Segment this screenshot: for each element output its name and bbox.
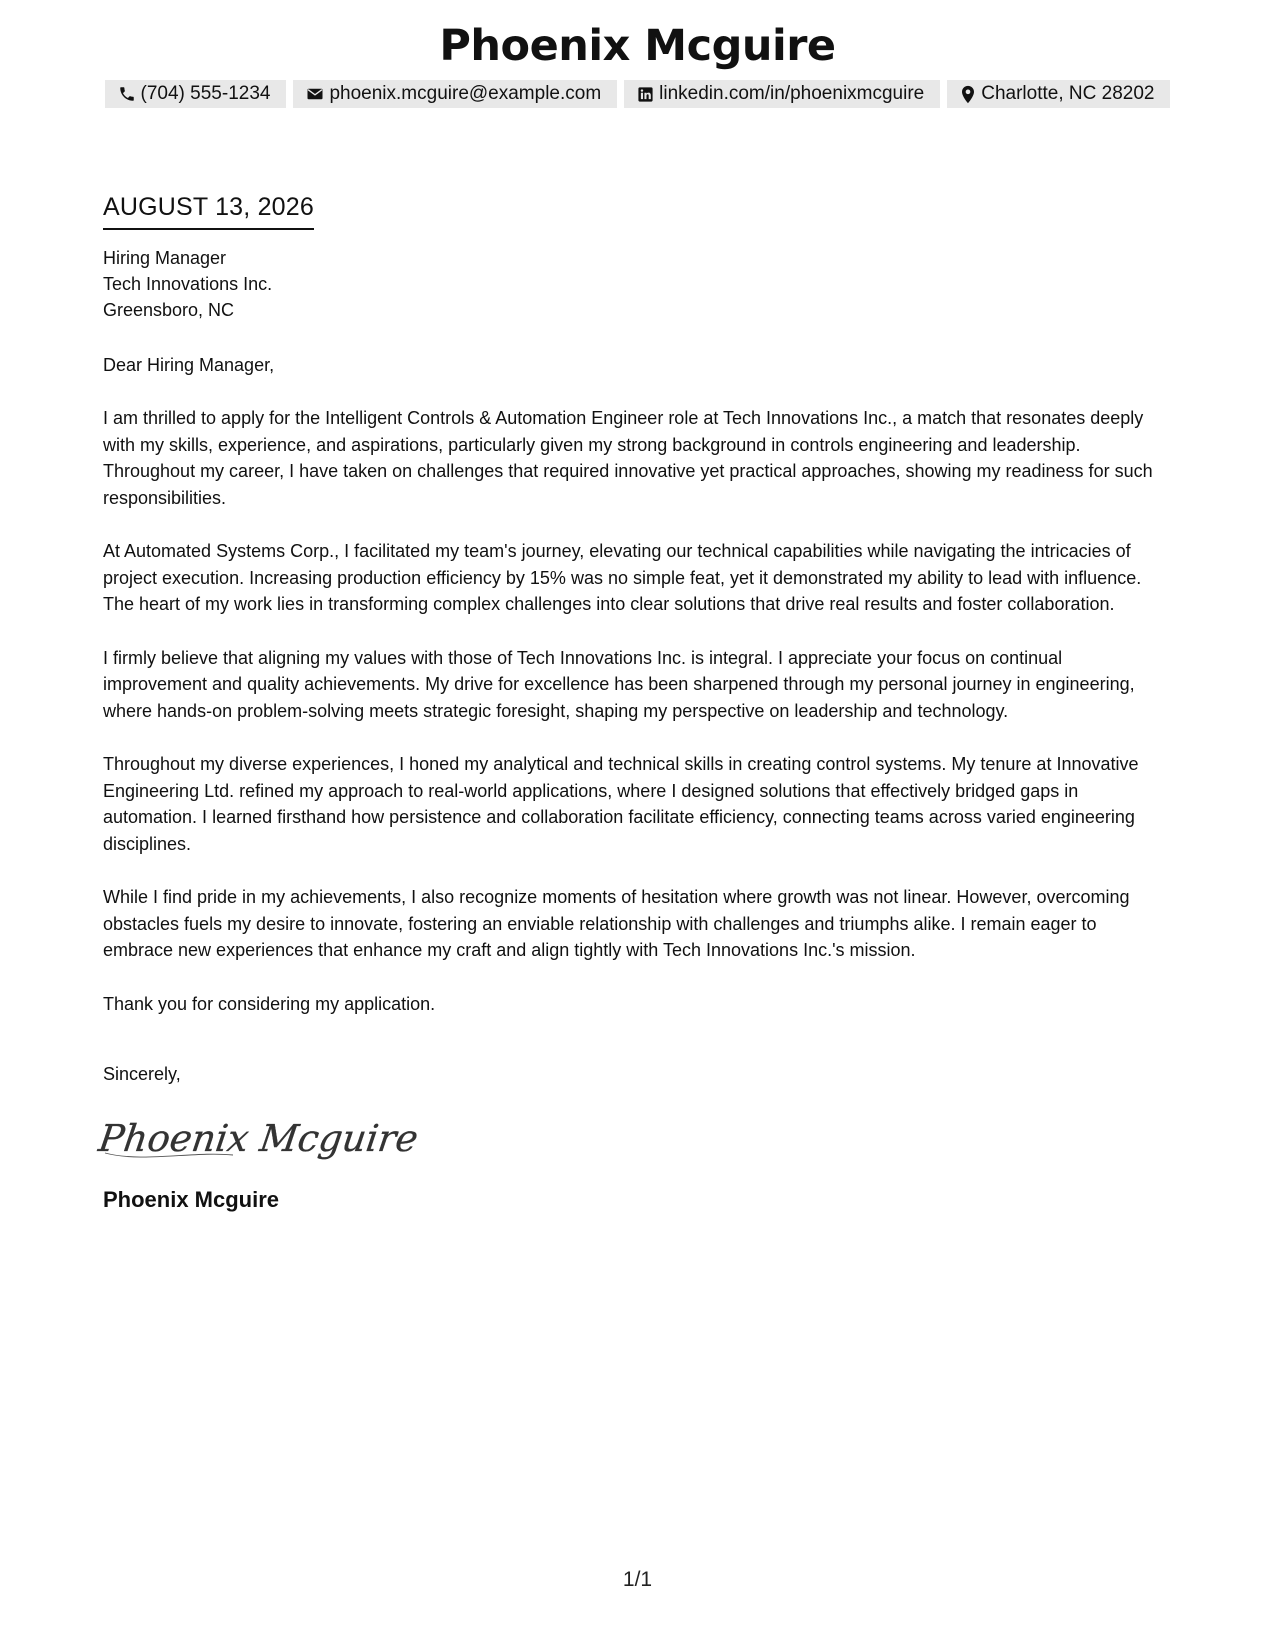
envelope-icon [306,85,324,103]
contact-email[interactable] [293,80,617,108]
body-paragraph: I firmly believe that aligning my values with those of Tech Innovations Inc. is integral. I appreciate your focus on continual improvement and quality achievements. My drive for excellence has been sharpened through my personal journey in engineering, where hands-on problem-solving meets strategic foresight, shaping my perspective on leadership and technology. [103,647,1135,721]
svg-text:Phoenix Mcguire: Phoenix Mcguire [96,1115,421,1160]
body-paragraph: Throughout my diverse experiences, I honed my analytical and technical skills in creating control systems. My tenure at Innovative Engineering Ltd. refined my approach to real-world applications, where I designed solutions that effectively bridged gaps in automation. I learned firsthand how persistence and collaboration facilitate efficiency, connecting teams across varied engineering disciplines. [103,754,1139,854]
contact-email-text: phoenix.mcguire@example.com [329,83,602,104]
contact-phone-text: (704) 555-1234 [140,83,271,104]
linkedin-icon [637,86,654,103]
salutation: Dear Hiring Manager, [103,355,275,375]
body-paragraph: At Automated Systems Corp., I facilitated my team's journey, elevating our technical capabilities while navigating the intricacies of project execution. Increasing production efficiency by 15% was no simple feat, yet it demonstrated my ability to lead with influence. The heart of my work lies in transforming complex challenges into clear solutions that drive real results and foster collaboration. [103,541,1142,614]
letter-date: AUGUST 13, 2026 [103,190,314,230]
contact-phone [105,80,287,108]
applicant-name-heading: Phoenix Mcguire [439,21,836,71]
valediction: Sincerely, [103,1063,181,1084]
contact-linkedin-text: linkedin.com/in/phoenixmcguire [659,83,925,104]
recipient-title: Hiring Manager [103,248,227,268]
contact-location [947,80,1170,108]
handwritten-signature [96,1111,1163,1167]
recipient-block [103,245,1163,323]
typed-signature-name: Phoenix Mcguire [103,1186,280,1212]
letter-body [96,190,1163,1215]
recipient-location: Greensboro, NC [103,300,235,320]
contact-location-text: Charlotte, NC 28202 [981,83,1155,104]
body-paragraph: I am thrilled to apply for the Intelligent Controls & Automation Engineer role at Tech Innovations Inc., a match that resonates deeply with my skills, experience, and aspirations, particularly given my strong background in controls engineering and leadership. Throughout my career, I have taken on challenges that required innovative yet practical approaches, showing my readiness for such responsibilities. [103,408,1153,508]
body-paragraph: While I find pride in my achievements, I also recognize moments of hesitation where growth was not linear. However, overcoming obstacles fuels my desire to innovate, fostering an enviable relationship with challenges and triumphs alike. I remain eager to embrace new experiences that enhance my craft and align tightly with Tech Innovations Inc.'s mission. [103,887,1130,960]
recipient-company: Tech Innovations Inc. [103,274,273,294]
contact-linkedin[interactable] [624,80,940,108]
phone-icon [118,85,136,103]
contact-info-bar [0,80,1275,108]
page-number: 1/1 [622,1568,653,1591]
closing-line: Thank you for considering my application. [103,993,436,1014]
map-pin-icon [960,85,976,104]
